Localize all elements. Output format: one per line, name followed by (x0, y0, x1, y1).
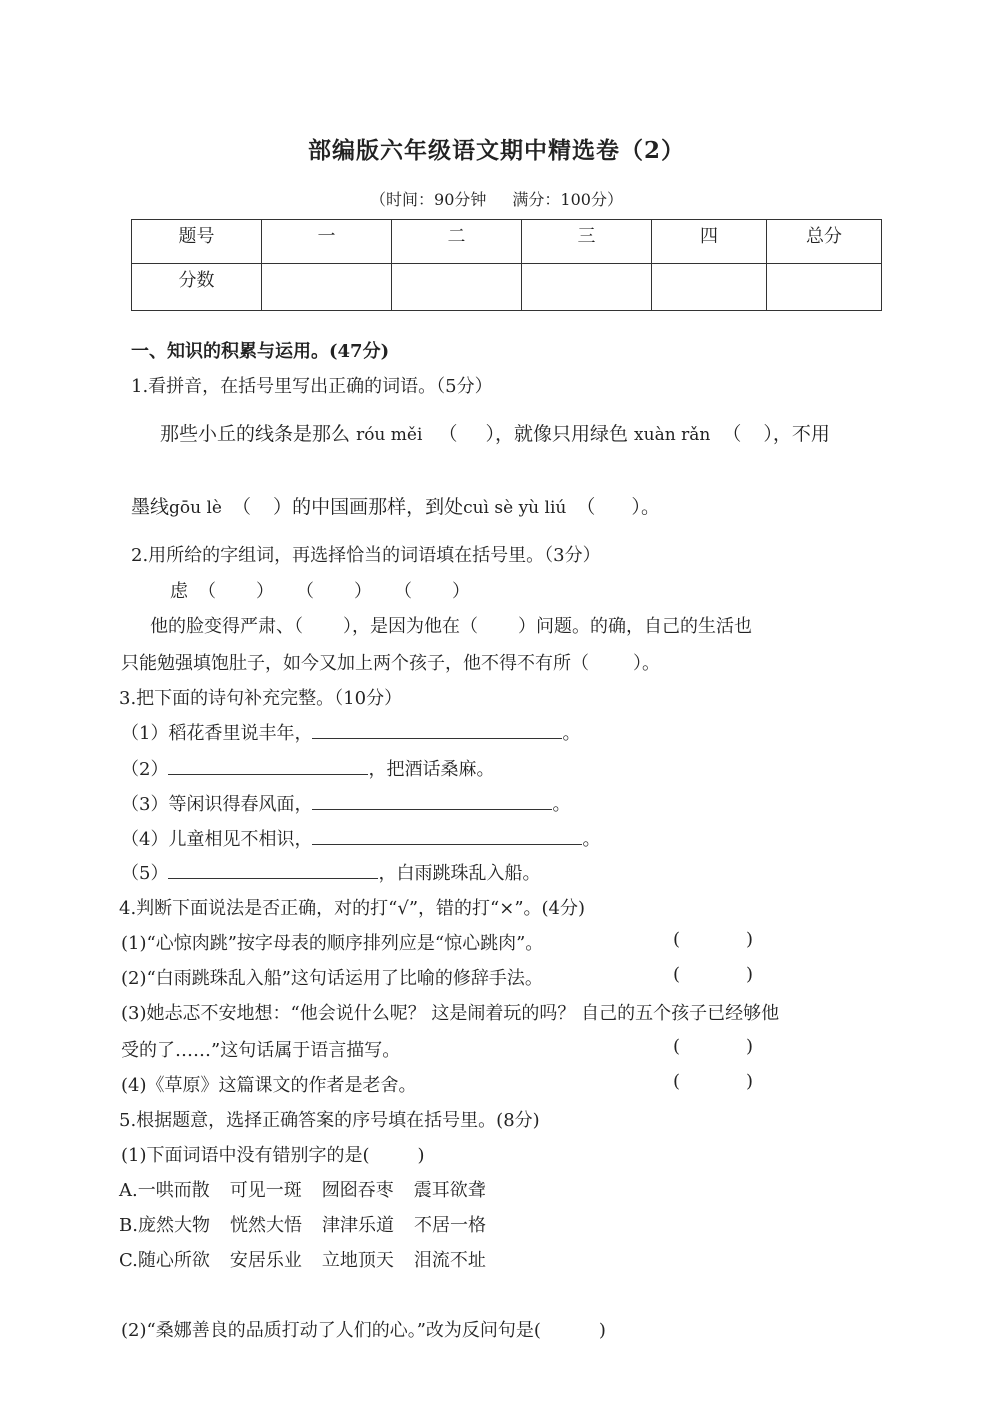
pinyin: róu měi (356, 425, 423, 445)
judgement-answer[interactable] (673, 1071, 753, 1092)
question-5-sub-2 (121, 1316, 606, 1342)
text: (2)“桑娜善良的品质打动了人们的心。”改为反问句是( (121, 1320, 541, 1341)
question-2-passage-line-2 (121, 649, 660, 675)
option-word: 可见一斑 (229, 1180, 302, 1201)
option-label: C.随心所欲 (119, 1250, 210, 1271)
pinyin: xuàn rǎn (634, 425, 711, 445)
bracket-close: ) (746, 964, 754, 985)
option-c[interactable] (119, 1246, 486, 1272)
text: ）问题。的确，自己的生活也 (518, 616, 752, 637)
score-cell[interactable] (652, 264, 767, 311)
poem-item (121, 859, 540, 885)
text: （2） (121, 759, 169, 780)
pinyin: gōu lè (169, 498, 222, 518)
score-cell[interactable] (392, 264, 522, 311)
option-word: 立地顶天 (321, 1250, 394, 1271)
bracket-close: ) (598, 1320, 606, 1341)
score-table-score-row (132, 264, 882, 311)
judgement-answer[interactable] (673, 1036, 753, 1057)
option-label: B.庞然大物 (119, 1215, 210, 1236)
bracket-close: ） (631, 496, 641, 518)
text: ，把酒话桑麻。 (368, 759, 495, 780)
question-1-stem: 1.看拼音，在括号里写出正确的词语。（5分） (131, 376, 493, 397)
score-cell[interactable] (767, 264, 882, 311)
full-score-info: 满分：100分） (512, 190, 623, 209)
table-row-label: 分数 (132, 264, 262, 311)
question-1-line-1 (160, 419, 830, 446)
section-heading: 一、知识的积累与运用。(47分) (131, 341, 390, 362)
bracket-open: ( (673, 929, 681, 950)
bracket-open: （ (394, 581, 412, 602)
question-3-stem: 3.把下面的诗句补充完整。（10分） (119, 688, 403, 709)
question-5-sub-1 (121, 1141, 425, 1167)
text: 墨线 (131, 496, 170, 518)
question-2-passage-line-1 (150, 612, 752, 638)
exam-info (0, 187, 993, 210)
option-word: 恍然大悟 (229, 1215, 302, 1236)
answer-line[interactable] (312, 791, 552, 810)
score-cell[interactable] (262, 264, 392, 311)
bracket-close: ) (746, 1071, 754, 1092)
text: ，白雨跳珠乱入船。 (378, 863, 541, 884)
answer-line[interactable] (312, 826, 582, 845)
bracket-close: ） (354, 581, 372, 602)
option-label: A.一哄而散 (119, 1180, 210, 1201)
text: ）。 (633, 653, 660, 674)
answer-line[interactable] (168, 756, 368, 775)
text: 。 (582, 829, 601, 850)
bracket-open: （ (198, 581, 216, 602)
judgement-item: (2)“白雨跳珠乱入船”这句话运用了比喻的修辞手法。 (121, 968, 543, 989)
table-header-cell: 四 (652, 220, 767, 264)
poem-item (121, 790, 570, 816)
option-word: 津津乐道 (321, 1215, 394, 1236)
text: 。 (640, 496, 660, 518)
table-header-cell: 一 (262, 220, 392, 264)
table-header-cell: 总分 (767, 220, 882, 264)
bracket-open: ( (673, 1036, 681, 1057)
option-b[interactable] (119, 1211, 486, 1237)
bracket-close: ) (417, 1145, 425, 1166)
option-word: 不居一格 (413, 1215, 486, 1236)
bracket-open: ( (673, 964, 681, 985)
poem-item (121, 755, 494, 781)
question-1-line-2 (131, 492, 660, 519)
bracket-close: ） (452, 581, 470, 602)
question-2-word-blanks (170, 577, 470, 603)
option-word: 安居乐业 (229, 1250, 302, 1271)
text: 。 (562, 723, 581, 744)
judgement-answer[interactable] (673, 964, 753, 985)
question-4-stem: 4.判断下面说法是否正确，对的打“√”，错的打“×”。(4分) (119, 898, 586, 919)
text: 那些小丘的线条是那么 (160, 423, 351, 445)
bracket-open: （ (232, 496, 252, 518)
score-table-header-row (132, 220, 882, 264)
judgement-item-continued: 受的了……”这句话属于语言描写。 (121, 1040, 401, 1061)
text: （5） (121, 863, 169, 884)
bracket-close: ） (485, 423, 495, 445)
text: ，不用 (772, 423, 830, 445)
given-character: 虑 (170, 581, 188, 602)
option-word: 震耳欲聋 (413, 1180, 486, 1201)
text: 只能勉强填饱肚子，如今又加上两个孩子，他不得不有所（ (121, 653, 589, 674)
text: 的中国画那样，到处 (292, 496, 464, 518)
text: （4）儿童相见不相识， (121, 829, 313, 850)
option-word: 泪流不址 (413, 1250, 486, 1271)
time-info: （时间：90分钟 (370, 190, 487, 209)
option-a[interactable] (119, 1176, 486, 1202)
question-2-stem: 2.用所给的字组词，再选择恰当的词语填在括号里。（3分） (131, 545, 601, 566)
bracket-close: ） (763, 423, 773, 445)
text: 他的脸变得严肃、（ (150, 616, 303, 637)
text: (1)下面词语中没有错别字的是( (121, 1145, 370, 1166)
score-table (131, 219, 882, 311)
bracket-close: ） (273, 496, 293, 518)
score-cell[interactable] (522, 264, 652, 311)
page-title: 部编版六年级语文期中精选卷（2） (307, 137, 685, 164)
bracket-close: ) (746, 1036, 754, 1057)
text: 。 (552, 794, 571, 815)
bracket-open: （ (296, 581, 314, 602)
judgement-item: (4)《草原》这篇课文的作者是老舍。 (121, 1075, 417, 1096)
table-header-cell: 题号 (132, 220, 262, 264)
bracket-close: ) (746, 929, 754, 950)
table-header-cell: 二 (392, 220, 522, 264)
pinyin: cuì sè yù liú (463, 498, 567, 518)
option-word: 囫囵吞枣 (321, 1180, 394, 1201)
bracket-close: ） (256, 581, 274, 602)
bracket-open: ( (673, 1071, 681, 1092)
bracket-open: （ (438, 423, 458, 445)
poem-item (121, 719, 580, 745)
text: （1）稻花香里说丰年， (121, 723, 313, 744)
judgement-item: (3)她忐忑不安地想：“他会说什么呢？ 这是闹着玩的吗？ 自己的五个孩子已经够他 (121, 1003, 780, 1024)
text: ，就像只用绿色 (494, 423, 628, 445)
bracket-open: （ (722, 423, 742, 445)
table-header-cell: 三 (522, 220, 652, 264)
text: ），是因为他在（ (343, 616, 478, 637)
answer-line[interactable] (168, 860, 378, 879)
bracket-open: （ (576, 496, 596, 518)
judgement-answer[interactable] (673, 929, 753, 950)
judgement-item: (1)“心惊肉跳”按字母表的顺序排列应是“惊心跳肉”。 (121, 933, 544, 954)
text: （3）等闲识得春风面， (121, 794, 313, 815)
answer-line[interactable] (312, 720, 562, 739)
question-5-stem: 5.根据题意，选择正确答案的序号填在括号里。(8分) (119, 1110, 540, 1131)
poem-item (121, 825, 600, 851)
